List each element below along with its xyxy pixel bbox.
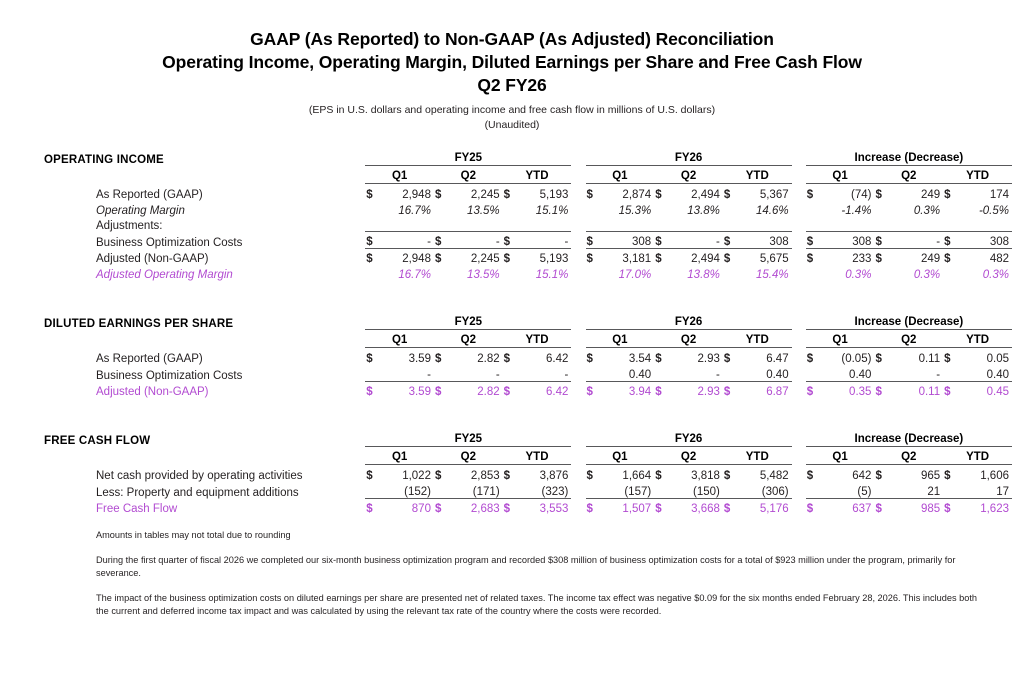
currency-symbol: $ <box>586 253 593 265</box>
cell-value: 2.82 <box>477 353 500 365</box>
cell-value: 6.42 <box>545 353 569 365</box>
currency-symbol: $ <box>586 353 593 365</box>
cell-value: 249 <box>920 189 941 201</box>
cell-value: 642 <box>852 470 872 482</box>
col-header-fy26-q2-oi: Q2 <box>654 166 723 184</box>
col-header-fy26-q1-eps: Q1 <box>586 330 655 348</box>
currency-symbol <box>434 482 448 499</box>
currency-symbol: $ <box>875 503 882 515</box>
currency-symbol: $ <box>434 470 442 482</box>
currency-symbol: $ <box>503 353 511 365</box>
column-header-row-eps <box>44 330 1012 348</box>
cell-value: 0.05 <box>986 353 1009 365</box>
row-label-eps-business-optimization: Business Optimization Costs <box>96 369 243 382</box>
currency-symbol: $ <box>806 253 814 265</box>
currency-symbol: $ <box>366 253 373 265</box>
cell-value: 308 <box>600 232 655 249</box>
cell-value: 5,675 <box>759 253 789 265</box>
cell-value: 16.7% <box>398 205 431 217</box>
col-header-fy25-q2-eps: Q2 <box>434 330 503 348</box>
currency-symbol: $ <box>655 253 662 265</box>
cell-value: 2,874 <box>622 189 652 201</box>
cell-value: 174 <box>989 189 1009 201</box>
section-spacer <box>44 398 1012 428</box>
cell-value: 2,494 <box>691 189 720 201</box>
currency-symbol <box>365 365 379 382</box>
currency-symbol: $ <box>875 189 882 201</box>
cell-value: 482 <box>989 253 1009 265</box>
col-header-delta-q1-fcf: Q1 <box>806 447 875 465</box>
currency-symbol: $ <box>874 232 888 249</box>
currency-symbol: $ <box>655 503 662 515</box>
cell-value: 3,876 <box>539 470 569 482</box>
cell-value: 17 <box>957 482 1012 499</box>
currency-symbol: $ <box>723 189 731 201</box>
cell-value: 3,553 <box>539 503 569 515</box>
reconciliation-table <box>44 147 1012 515</box>
col-header-delta-q2-eps: Q2 <box>874 330 943 348</box>
currency-symbol: $ <box>723 386 731 398</box>
cell-value: 0.40 <box>957 365 1012 382</box>
section-title-diluted-eps: DILUTED EARNINGS PER SHARE <box>44 317 234 330</box>
cell-value: 0.40 <box>820 365 875 382</box>
cell-value: 3.59 <box>408 386 431 398</box>
cell-value: (152) <box>379 482 434 499</box>
currency-symbol: $ <box>434 503 442 515</box>
currency-symbol: $ <box>655 386 662 398</box>
currency-symbol <box>654 365 668 382</box>
cell-value: (5) <box>820 482 875 499</box>
row-label-oi-adjusted: Adjusted (Non-GAAP) <box>96 253 209 265</box>
table-row-eps-business-optimization <box>44 365 1012 382</box>
currency-symbol <box>806 365 820 382</box>
table-row-eps-as-reported <box>44 348 1012 366</box>
cell-value: (171) <box>448 482 503 499</box>
cell-value: - <box>448 365 503 382</box>
cell-value: 6.42 <box>545 386 569 398</box>
cell-value: 3,181 <box>622 253 652 265</box>
cell-value: - <box>889 232 944 249</box>
cell-value: 308 <box>957 232 1012 249</box>
cell-value: 1,022 <box>402 470 431 482</box>
currency-symbol: $ <box>586 232 600 249</box>
currency-symbol: $ <box>943 232 957 249</box>
col-header-fy26-ytd-eps: YTD <box>723 330 792 348</box>
report-period: Q2 FY26 <box>477 75 547 95</box>
col-header-delta-ytd-fcf: YTD <box>943 447 1012 465</box>
currency-symbol: $ <box>503 189 511 201</box>
currency-symbol <box>503 482 517 499</box>
currency-symbol: $ <box>806 386 814 398</box>
cell-value: 2,245 <box>470 253 500 265</box>
cell-value: 0.3% <box>845 269 872 281</box>
currency-symbol: $ <box>875 470 882 482</box>
group-header-delta-oi: Increase (Decrease) <box>806 147 1012 166</box>
currency-symbol: $ <box>944 353 951 365</box>
cell-value: 0.45 <box>986 386 1009 398</box>
col-header-fy25-q1-fcf: Q1 <box>365 447 434 465</box>
cell-value: (323) <box>517 482 572 499</box>
currency-symbol: $ <box>434 386 442 398</box>
cell-value: 0.3% <box>913 205 941 217</box>
currency-symbol: $ <box>806 232 820 249</box>
cell-value: 1,664 <box>622 470 652 482</box>
row-label-oi-adjusted-margin: Adjusted Operating Margin <box>96 269 233 281</box>
table-row-fcf-net-cash <box>44 465 1012 483</box>
cell-value: 15.4% <box>756 269 789 281</box>
currency-symbol: $ <box>586 503 593 515</box>
group-header-fy25-fcf: FY25 <box>365 428 571 447</box>
cell-value: - <box>379 232 434 249</box>
table-row-oi-adjusted-margin <box>44 265 1012 281</box>
row-label-fcf-capex: Less: Property and equipment additions <box>96 486 299 499</box>
col-header-fy25-q2-oi: Q2 <box>434 166 503 184</box>
cell-value: - <box>668 232 723 249</box>
cell-value: 2.82 <box>477 386 500 398</box>
section-header-row-operating-income <box>44 147 1012 166</box>
currency-symbol <box>806 482 820 499</box>
currency-symbol: $ <box>944 503 951 515</box>
cell-value: - <box>517 365 572 382</box>
cell-value: 3,668 <box>691 503 720 515</box>
cell-value: 6.47 <box>766 353 789 365</box>
group-header-fy26-eps: FY26 <box>586 311 792 330</box>
section-spacer <box>44 281 1012 311</box>
col-header-fy26-q1-oi: Q1 <box>586 166 655 184</box>
table-row-fcf-capex <box>44 482 1012 499</box>
row-label-oi-operating-margin: Operating Margin <box>96 205 185 217</box>
currency-symbol: $ <box>586 386 593 398</box>
column-header-row-oi <box>44 166 1012 184</box>
cell-value: - <box>448 232 503 249</box>
currency-symbol: $ <box>366 503 373 515</box>
cell-value: 3.54 <box>628 353 652 365</box>
group-header-fy26-fcf: FY26 <box>586 428 792 447</box>
currency-symbol <box>586 365 600 382</box>
table-row-oi-adjustments-label <box>44 217 1012 232</box>
currency-symbol: $ <box>806 189 814 201</box>
note-rounding: Amounts in tables may not total due to rounding <box>96 530 291 540</box>
currency-symbol: $ <box>503 386 511 398</box>
row-label-oi-as-reported: As Reported (GAAP) <box>96 189 203 201</box>
currency-symbol <box>943 482 957 499</box>
currency-symbol: $ <box>944 189 951 201</box>
col-header-delta-ytd-oi: YTD <box>943 166 1012 184</box>
table-row-eps-adjusted <box>44 382 1012 399</box>
cell-value: 0.35 <box>849 386 872 398</box>
table-row-oi-business-optimization <box>44 232 1012 249</box>
cell-value: 2,683 <box>470 503 500 515</box>
cell-value: 16.7% <box>398 269 431 281</box>
cell-value: 1,507 <box>622 503 652 515</box>
cell-value: 0.40 <box>600 365 655 382</box>
currency-symbol <box>943 365 957 382</box>
cell-value: 637 <box>852 503 872 515</box>
row-label-oi-adjustments: Adjustments: <box>96 219 163 232</box>
cell-value: 5,482 <box>759 470 789 482</box>
section-title-operating-income: OPERATING INCOME <box>44 153 164 166</box>
currency-symbol: $ <box>723 503 731 515</box>
cell-value: (0.05) <box>841 353 872 365</box>
note-business-optimization: During the first quarter of fiscal 2026 we completed our six-month business optimization program and recorded $308 million of business optimization costs for a total of $923 million under the program, primarily for severance. <box>96 555 956 578</box>
currency-symbol: $ <box>944 253 951 265</box>
col-header-fy26-q2-fcf: Q2 <box>654 447 723 465</box>
col-header-fy25-q2-fcf: Q2 <box>434 447 503 465</box>
cell-value: 5,193 <box>539 253 569 265</box>
report-units-note: (EPS in U.S. dollars and operating income and free cash flow in millions of U.S. dollars) <box>308 104 716 116</box>
cell-value: 985 <box>920 503 941 515</box>
section-header-row-diluted-eps <box>44 311 1012 330</box>
cell-value: (306) <box>737 482 792 499</box>
cell-value: (150) <box>668 482 723 499</box>
currency-symbol: $ <box>723 232 737 249</box>
col-header-fy25-q1-oi: Q1 <box>365 166 434 184</box>
column-header-row-fcf <box>44 447 1012 465</box>
currency-symbol: $ <box>875 386 882 398</box>
currency-symbol: $ <box>655 470 662 482</box>
col-header-delta-q2-oi: Q2 <box>874 166 943 184</box>
cell-value: 308 <box>820 232 875 249</box>
currency-symbol: $ <box>503 470 511 482</box>
currency-symbol: $ <box>365 232 379 249</box>
cell-value: 2,853 <box>470 470 500 482</box>
cell-value: 965 <box>920 470 941 482</box>
cell-value: 15.1% <box>535 269 569 281</box>
currency-symbol: $ <box>723 353 731 365</box>
col-header-fy26-q2-eps: Q2 <box>654 330 723 348</box>
col-header-delta-q2-fcf: Q2 <box>874 447 943 465</box>
currency-symbol: $ <box>875 353 882 365</box>
note-tax-impact: The impact of the business optimization costs on diluted earnings per share are presented net of related taxes. The income tax effect was negative $0.09 for the six months ended February 28, 2026. This includes both the current and deferred income tax impact and was calculated by using the relevant tax rate of the country where the costs were recorded. <box>96 593 977 616</box>
cell-value: 0.11 <box>918 353 941 365</box>
currency-symbol <box>723 365 737 382</box>
row-label-fcf-total: Free Cash Flow <box>96 503 178 515</box>
cell-value: 2,245 <box>470 189 500 201</box>
cell-value: 2.93 <box>697 386 720 398</box>
report-title-line-2: Operating Income, Operating Margin, Diluted Earnings per Share and Free Cash Flow <box>162 52 862 72</box>
cell-value: 1,623 <box>980 503 1009 515</box>
currency-symbol: $ <box>503 253 511 265</box>
currency-symbol <box>503 365 517 382</box>
cell-value: -1.4% <box>841 205 872 217</box>
currency-symbol: $ <box>875 253 882 265</box>
report-audit-status: (Unaudited) <box>484 119 540 131</box>
cell-value: 0.40 <box>737 365 792 382</box>
cell-value: - <box>517 232 572 249</box>
currency-symbol <box>874 482 888 499</box>
cell-value: 2,494 <box>691 253 720 265</box>
currency-symbol: $ <box>366 470 373 482</box>
currency-symbol: $ <box>806 470 814 482</box>
currency-symbol: $ <box>434 189 442 201</box>
cell-value: 5,367 <box>759 189 789 201</box>
group-header-fy25-oi: FY25 <box>365 147 571 166</box>
table-row-oi-adjusted <box>44 249 1012 266</box>
cell-value: 2,948 <box>402 189 431 201</box>
currency-symbol: $ <box>434 353 442 365</box>
row-label-fcf-net-cash: Net cash provided by operating activities <box>96 470 303 482</box>
report-title-block <box>0 0 1024 133</box>
currency-symbol: $ <box>586 470 593 482</box>
table-row-oi-as-reported <box>44 184 1012 202</box>
currency-symbol: $ <box>944 470 951 482</box>
currency-symbol: $ <box>366 189 373 201</box>
section-title-free-cash-flow: FREE CASH FLOW <box>44 434 151 447</box>
currency-symbol: $ <box>655 353 662 365</box>
currency-symbol <box>723 482 737 499</box>
currency-symbol: $ <box>586 189 593 201</box>
col-header-fy25-ytd-oi: YTD <box>503 166 572 184</box>
group-header-delta-eps: Increase (Decrease) <box>806 311 1012 330</box>
group-header-fy26-oi: FY26 <box>586 147 792 166</box>
currency-symbol: $ <box>503 503 511 515</box>
cell-value: - <box>668 365 723 382</box>
cell-value: 0.3% <box>982 269 1009 281</box>
currency-symbol: $ <box>503 232 517 249</box>
cell-value: 14.6% <box>756 205 789 217</box>
cell-value: - <box>889 365 944 382</box>
cell-value: (157) <box>600 482 655 499</box>
cell-value: 15.1% <box>535 205 569 217</box>
row-label-oi-business-optimization: Business Optimization Costs <box>96 236 243 249</box>
col-header-fy26-ytd-fcf: YTD <box>723 447 792 465</box>
currency-symbol: $ <box>944 386 951 398</box>
col-header-fy25-ytd-eps: YTD <box>503 330 572 348</box>
cell-value: 13.5% <box>467 269 500 281</box>
currency-symbol: $ <box>806 503 814 515</box>
cell-value: 1,606 <box>980 470 1009 482</box>
cell-value: -0.5% <box>978 205 1009 217</box>
row-label-eps-adjusted: Adjusted (Non-GAAP) <box>96 386 209 398</box>
col-header-delta-q1-oi: Q1 <box>806 166 875 184</box>
currency-symbol: $ <box>655 189 662 201</box>
cell-value: 0.3% <box>913 269 941 281</box>
cell-value: 0.11 <box>918 386 941 398</box>
currency-symbol: $ <box>434 253 442 265</box>
cell-value: 5,176 <box>759 503 789 515</box>
cell-value: 15.3% <box>618 205 652 217</box>
currency-symbol <box>654 482 668 499</box>
row-label-eps-as-reported: As Reported (GAAP) <box>96 353 203 365</box>
currency-symbol: $ <box>723 470 731 482</box>
cell-value: (74) <box>850 189 872 201</box>
cell-value: 13.8% <box>687 269 720 281</box>
report-title-line-1: GAAP (As Reported) to Non-GAAP (As Adjusted) Reconciliation <box>250 29 774 49</box>
col-header-fy25-q1-eps: Q1 <box>365 330 434 348</box>
col-header-fy26-q1-fcf: Q1 <box>586 447 655 465</box>
cell-value: 17.0% <box>618 269 652 281</box>
cell-value: 3.59 <box>408 353 431 365</box>
col-header-delta-q1-eps: Q1 <box>806 330 875 348</box>
col-header-delta-ytd-eps: YTD <box>943 330 1012 348</box>
footnotes <box>0 529 1024 618</box>
cell-value: 21 <box>889 482 944 499</box>
cell-value: - <box>379 365 434 382</box>
currency-symbol: $ <box>723 253 731 265</box>
cell-value: 2,948 <box>402 253 431 265</box>
currency-symbol <box>586 482 600 499</box>
col-header-fy26-ytd-oi: YTD <box>723 166 792 184</box>
cell-value: 249 <box>920 253 941 265</box>
currency-symbol: $ <box>654 232 668 249</box>
currency-symbol: $ <box>366 386 373 398</box>
cell-value: 13.8% <box>687 205 720 217</box>
cell-value: 308 <box>737 232 792 249</box>
currency-symbol <box>365 482 379 499</box>
cell-value: 3.94 <box>628 386 652 398</box>
cell-value: 6.87 <box>766 386 789 398</box>
cell-value: 5,193 <box>539 189 569 201</box>
financial-tables <box>0 147 1024 515</box>
currency-symbol: $ <box>366 353 373 365</box>
cell-value: 13.5% <box>467 205 500 217</box>
cell-value: 2.93 <box>697 353 720 365</box>
group-header-delta-fcf: Increase (Decrease) <box>806 428 1012 447</box>
table-row-oi-operating-margin <box>44 201 1012 217</box>
col-header-fy25-ytd-fcf: YTD <box>503 447 572 465</box>
currency-symbol <box>874 365 888 382</box>
currency-symbol: $ <box>806 353 814 365</box>
cell-value: 870 <box>411 503 431 515</box>
currency-symbol <box>434 365 448 382</box>
section-header-row-free-cash-flow <box>44 428 1012 447</box>
cell-value: 3,818 <box>691 470 720 482</box>
cell-value: 233 <box>852 253 872 265</box>
table-row-fcf-total <box>44 499 1012 516</box>
currency-symbol: $ <box>434 232 448 249</box>
group-header-fy25-eps: FY25 <box>365 311 571 330</box>
